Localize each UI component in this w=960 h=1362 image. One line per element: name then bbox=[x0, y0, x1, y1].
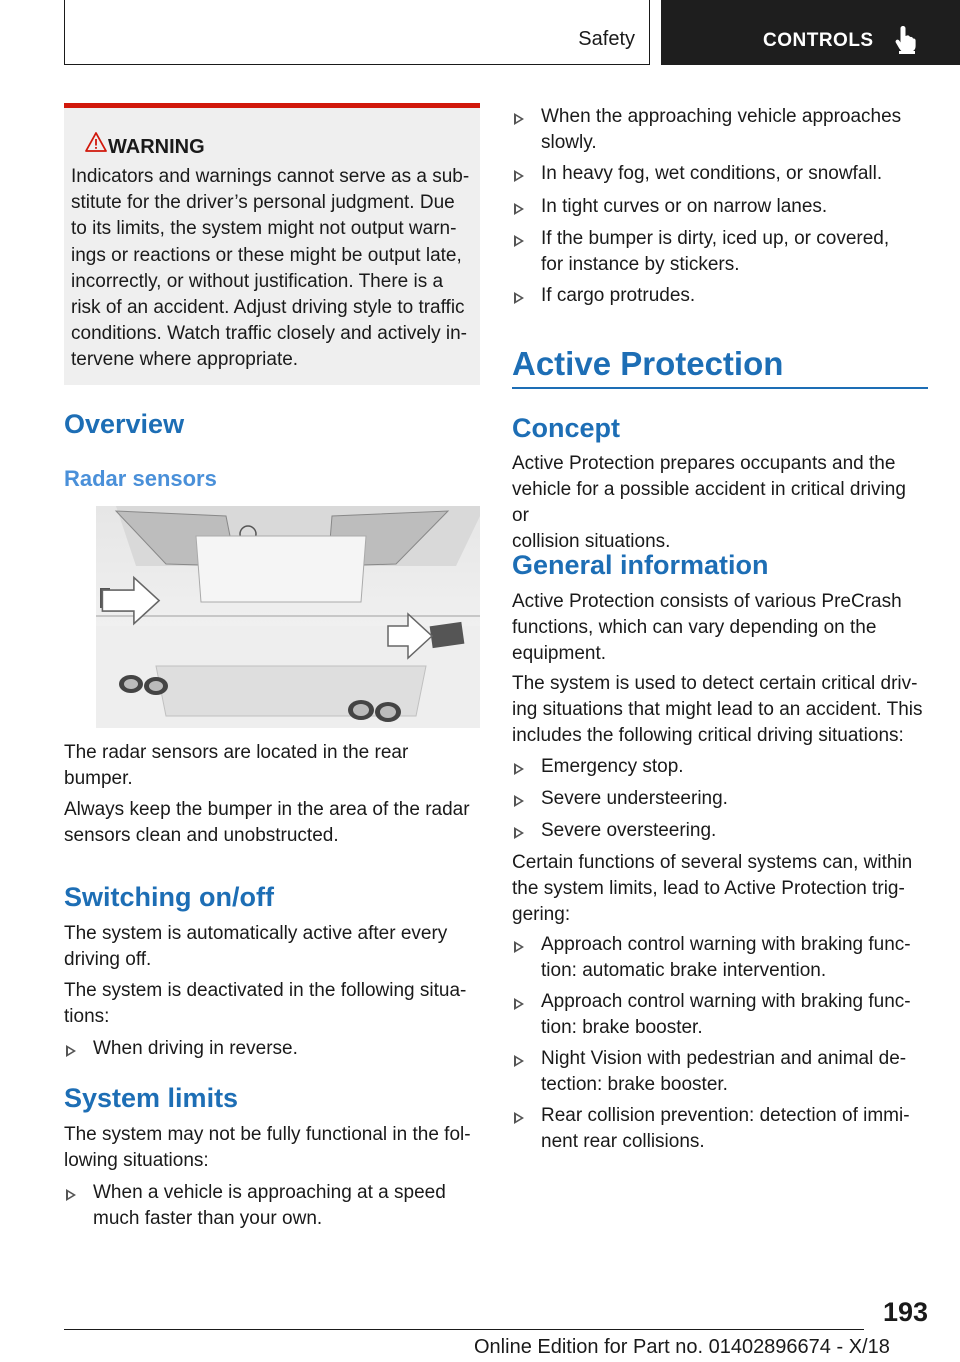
list-item bbox=[64, 1180, 480, 1232]
list-item bbox=[64, 1036, 480, 1062]
text-line: The system is automatically active after every bbox=[64, 923, 448, 944]
bullet-triangle-icon bbox=[514, 113, 524, 125]
text-line: functions, which can vary depending on the bbox=[512, 617, 877, 638]
text-line: bumper. bbox=[64, 768, 133, 789]
bullet-triangle-icon bbox=[514, 763, 524, 775]
text-line: Severe understeering. bbox=[541, 788, 728, 809]
system-limits-heading: System limits bbox=[64, 1083, 239, 1113]
text-line: When the approaching vehicle approaches bbox=[541, 106, 902, 127]
warning-line: tervene where appropriate. bbox=[71, 349, 299, 371]
list-item bbox=[512, 786, 928, 812]
radar-sensors-heading: Radar sensors bbox=[64, 466, 217, 491]
warning-box bbox=[64, 103, 480, 385]
text-line: includes the following critical driving situations: bbox=[512, 725, 904, 746]
radar-paragraph-1 bbox=[64, 740, 480, 792]
general-paragraph-2 bbox=[512, 671, 928, 749]
warning-title: WARNING bbox=[108, 136, 205, 158]
concept-heading: Concept bbox=[512, 413, 620, 443]
general-information-heading: General information bbox=[512, 550, 769, 580]
warning-line: Indicators and warnings cannot serve as a sub- bbox=[71, 166, 470, 187]
text-line: driving off. bbox=[64, 949, 152, 970]
list-item bbox=[512, 989, 928, 1041]
concept-paragraph bbox=[512, 451, 928, 555]
list-item bbox=[512, 104, 928, 156]
text-line: the system limits, lead to Active Protection trig- bbox=[512, 878, 905, 899]
text-line: In tight curves or on narrow lanes. bbox=[541, 196, 828, 217]
text-line: The system may not be fully functional in the fol- bbox=[64, 1124, 471, 1145]
warning-text bbox=[71, 164, 475, 374]
list-item bbox=[512, 1103, 928, 1155]
text-line: lowing situations: bbox=[64, 1150, 209, 1171]
bullet-triangle-icon bbox=[514, 941, 524, 953]
text-line: Emergency stop. bbox=[541, 756, 684, 777]
text-line: tion: automatic brake intervention. bbox=[541, 960, 827, 981]
text-line: ing situations that might lead to an accident. This bbox=[512, 699, 923, 720]
overview-heading: Overview bbox=[64, 409, 185, 439]
text-line: equipment. bbox=[512, 643, 607, 664]
text-line: vehicle for a possible accident in critical driving or bbox=[512, 479, 906, 526]
bullet-triangle-icon bbox=[514, 827, 524, 839]
warning-line: conditions. Watch traffic closely and actively in- bbox=[71, 323, 468, 345]
text-line: Approach control warning with braking func- bbox=[541, 991, 911, 1012]
switching-paragraph-2 bbox=[64, 978, 480, 1030]
header-chapter-box bbox=[661, 0, 960, 65]
text-line: collision situations. bbox=[512, 531, 671, 552]
text-line: In heavy fog, wet conditions, or snowfall. bbox=[541, 163, 883, 184]
footer-edition: Online Edition for Part no. 01402896674 - X/18 bbox=[474, 1336, 890, 1358]
hand-pointer-icon bbox=[893, 24, 921, 54]
list-item bbox=[512, 1046, 928, 1098]
bullet-triangle-icon bbox=[514, 998, 524, 1010]
text-line: The system is used to detect certain critical driv- bbox=[512, 673, 918, 694]
text-line: Certain functions of several systems can, within bbox=[512, 852, 913, 873]
header-section-box bbox=[64, 0, 650, 65]
header-section-title: Safety bbox=[578, 28, 635, 50]
bullet-triangle-icon bbox=[66, 1189, 76, 1201]
radar-sensors-figure bbox=[96, 506, 480, 728]
list-item bbox=[512, 226, 928, 278]
list-item bbox=[512, 818, 928, 844]
text-line: for instance by stickers. bbox=[541, 254, 740, 275]
header-chapter-title: CONTROLS bbox=[763, 30, 874, 51]
text-line: When driving in reverse. bbox=[93, 1038, 298, 1059]
switching-paragraph-1 bbox=[64, 921, 480, 973]
text-line: Always keep the bumper in the area of the radar bbox=[64, 799, 470, 820]
list-item bbox=[512, 161, 928, 187]
rear-bumper-illustration bbox=[96, 506, 480, 728]
text-line: When a vehicle is approaching at a speed bbox=[93, 1182, 446, 1203]
bullet-triangle-icon bbox=[514, 235, 524, 247]
bullet-triangle-icon bbox=[514, 292, 524, 304]
text-line: tection: brake booster. bbox=[541, 1074, 728, 1095]
page-number: 193 bbox=[882, 1297, 928, 1327]
bullet-triangle-icon bbox=[514, 170, 524, 182]
warning-line: risk of an accident. Adjust driving style to traffic bbox=[71, 297, 465, 319]
text-line: much faster than your own. bbox=[93, 1208, 323, 1229]
list-item bbox=[512, 754, 928, 780]
warning-line: stitute for the driver’s personal judgment. Due bbox=[71, 192, 455, 214]
text-line: Severe oversteering. bbox=[541, 820, 717, 841]
bullet-triangle-icon bbox=[514, 1112, 524, 1124]
text-line: Rear collision prevention: detection of immi- bbox=[541, 1105, 910, 1126]
text-line: Approach control warning with braking func- bbox=[541, 934, 911, 955]
footer-rule bbox=[64, 1329, 864, 1330]
active-protection-heading: Active Protection bbox=[512, 345, 784, 382]
text-line: If the bumper is dirty, iced up, or covered, bbox=[541, 228, 890, 249]
text-line: Active Protection consists of various PreCrash bbox=[512, 591, 902, 612]
text-line: The radar sensors are located in the rear bbox=[64, 742, 409, 763]
warning-triangle-icon bbox=[85, 132, 107, 152]
text-line: sensors clean and unobstructed. bbox=[64, 825, 339, 846]
bullet-triangle-icon bbox=[514, 1055, 524, 1067]
text-line: gering: bbox=[512, 904, 571, 925]
text-line: Active Protection prepares occupants and the bbox=[512, 453, 896, 474]
general-paragraph-3 bbox=[512, 850, 928, 928]
text-line: Night Vision with pedestrian and animal de- bbox=[541, 1048, 907, 1069]
bullet-triangle-icon bbox=[514, 795, 524, 807]
text-line: tion: brake booster. bbox=[541, 1017, 703, 1038]
radar-paragraph-2 bbox=[64, 797, 480, 849]
warning-line: ings or reactions or these might be output late, bbox=[71, 244, 462, 266]
heading-rule bbox=[512, 387, 928, 389]
list-item bbox=[512, 932, 928, 984]
text-line: slowly. bbox=[541, 132, 597, 153]
text-line: The system is deactivated in the following situa- bbox=[64, 980, 467, 1001]
bullet-triangle-icon bbox=[514, 203, 524, 215]
text-line: tions: bbox=[64, 1006, 110, 1027]
text-line: If cargo protrudes. bbox=[541, 285, 696, 306]
warning-line: incorrectly, or without justification. There is a bbox=[71, 270, 444, 292]
general-paragraph-1 bbox=[512, 589, 928, 667]
warning-line: to its limits, the system might not output warn- bbox=[71, 218, 457, 240]
switching-heading: Switching on/off bbox=[64, 882, 274, 912]
text-line: nent rear collisions. bbox=[541, 1131, 705, 1152]
list-item bbox=[512, 194, 928, 220]
bullet-triangle-icon bbox=[66, 1045, 76, 1057]
limits-paragraph bbox=[64, 1122, 480, 1174]
list-item bbox=[512, 283, 928, 309]
